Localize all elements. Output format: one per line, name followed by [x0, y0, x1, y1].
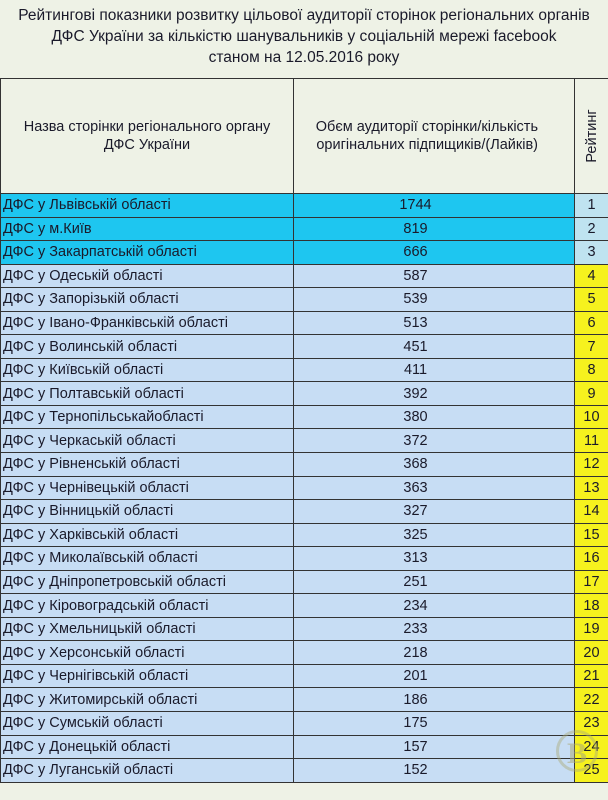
- row-rank: 8: [575, 358, 608, 382]
- table-row: [1, 735, 608, 759]
- row-rank: 10: [575, 405, 608, 429]
- row-value: 363: [294, 476, 575, 500]
- table-body: [1, 194, 608, 783]
- title-line-2: ДФС України за кількістю шанувальників у соціальній мережі facebook: [51, 28, 557, 45]
- row-rank: 4: [575, 264, 608, 288]
- table-row: [1, 594, 608, 618]
- row-rank: 1: [575, 194, 608, 218]
- row-value: 666: [294, 241, 575, 265]
- row-name: ДФС у Вінницькій області: [1, 500, 294, 524]
- row-name: ДФС у Рівненській області: [1, 453, 294, 477]
- row-value: 313: [294, 547, 575, 571]
- row-name: ДФС у Черкаській області: [1, 429, 294, 453]
- row-rank: 16: [575, 547, 608, 571]
- row-name: ДФС у Херсонській області: [1, 641, 294, 665]
- row-name: ДФС у Хмельницькій області: [1, 617, 294, 641]
- row-name: ДФС у Харківській області: [1, 523, 294, 547]
- table-row: [1, 547, 608, 571]
- row-name: ДФС у м.Київ: [1, 217, 294, 241]
- row-rank: 2: [575, 217, 608, 241]
- row-rank: 15: [575, 523, 608, 547]
- row-rank: 24: [575, 735, 608, 759]
- row-value: 218: [294, 641, 575, 665]
- row-name: ДФС у Київській області: [1, 358, 294, 382]
- row-rank: 14: [575, 500, 608, 524]
- row-name: ДФС у Тернопільськайобласті: [1, 405, 294, 429]
- table-row: [1, 641, 608, 665]
- table-row: [1, 453, 608, 477]
- row-rank: 11: [575, 429, 608, 453]
- table-row: [1, 358, 608, 382]
- row-rank: 20: [575, 641, 608, 665]
- row-value: 175: [294, 712, 575, 736]
- table-row: [1, 194, 608, 218]
- row-value: 157: [294, 735, 575, 759]
- header-name: Назва сторінки регіонального органу ДФС України: [1, 79, 294, 194]
- title-line-1: Рейтингові показники розвитку цільової аудиторії сторінок регіональних органів: [18, 7, 590, 24]
- row-value: 392: [294, 382, 575, 406]
- row-name: ДФС у Луганській області: [1, 759, 294, 783]
- row-value: 372: [294, 429, 575, 453]
- table-row: [1, 523, 608, 547]
- table-row: [1, 405, 608, 429]
- row-name: ДФС у Кіровоградській області: [1, 594, 294, 618]
- row-value: 186: [294, 688, 575, 712]
- row-rank: 25: [575, 759, 608, 783]
- row-name: ДФС у Полтавській області: [1, 382, 294, 406]
- header-rating: [575, 79, 608, 194]
- row-value: 1744: [294, 194, 575, 218]
- row-name: ДФС у Івано-Франківській області: [1, 311, 294, 335]
- row-name: ДФС у Донецькій області: [1, 735, 294, 759]
- row-value: 325: [294, 523, 575, 547]
- row-value: 251: [294, 570, 575, 594]
- table-row: [1, 264, 608, 288]
- table-row: [1, 217, 608, 241]
- row-rank: 23: [575, 712, 608, 736]
- row-name: ДФС у Сумській області: [1, 712, 294, 736]
- table-row: [1, 476, 608, 500]
- watermark-logo-icon: В: [556, 730, 598, 772]
- report-title: [0, 0, 608, 78]
- table-header-row: [1, 79, 608, 194]
- header-audience: Обєм аудиторії сторінки/кількість оригінальних підпищиків/(Лайків): [294, 79, 575, 194]
- table-row: [1, 688, 608, 712]
- table-row: [1, 759, 608, 783]
- row-value: 152: [294, 759, 575, 783]
- row-name: ДФС у Чернівецькій області: [1, 476, 294, 500]
- header-rating-label: Рейтинг: [583, 109, 600, 163]
- table-row: [1, 570, 608, 594]
- row-rank: 18: [575, 594, 608, 618]
- table-row: [1, 311, 608, 335]
- row-value: 380: [294, 405, 575, 429]
- table-row: [1, 617, 608, 641]
- title-line-3: станом на 12.05.2016 року: [208, 49, 400, 66]
- row-rank: 21: [575, 664, 608, 688]
- row-rank: 13: [575, 476, 608, 500]
- row-name: ДФС у Одеській області: [1, 264, 294, 288]
- row-rank: 17: [575, 570, 608, 594]
- row-value: 233: [294, 617, 575, 641]
- row-value: 327: [294, 500, 575, 524]
- row-name: ДФС у Волинській області: [1, 335, 294, 359]
- row-value: 819: [294, 217, 575, 241]
- row-name: ДФС у Закарпатській області: [1, 241, 294, 265]
- table-row: [1, 382, 608, 406]
- row-value: 368: [294, 453, 575, 477]
- table-row: [1, 664, 608, 688]
- table-row: [1, 500, 608, 524]
- row-value: 539: [294, 288, 575, 312]
- row-rank: 7: [575, 335, 608, 359]
- row-value: 451: [294, 335, 575, 359]
- row-rank: 9: [575, 382, 608, 406]
- row-name: ДФС у Запорізькій області: [1, 288, 294, 312]
- table-row: [1, 241, 608, 265]
- row-rank: 12: [575, 453, 608, 477]
- row-name: ДФС у Чернігівській області: [1, 664, 294, 688]
- row-name: ДФС у Житомирській області: [1, 688, 294, 712]
- row-value: 234: [294, 594, 575, 618]
- row-rank: 6: [575, 311, 608, 335]
- row-value: 201: [294, 664, 575, 688]
- table-row: [1, 429, 608, 453]
- row-value: 411: [294, 358, 575, 382]
- row-name: ДФС у Миколаївській області: [1, 547, 294, 571]
- row-rank: 3: [575, 241, 608, 265]
- row-value: 587: [294, 264, 575, 288]
- row-rank: 19: [575, 617, 608, 641]
- table-row: [1, 712, 608, 736]
- row-name: ДФС у Львівській області: [1, 194, 294, 218]
- row-name: ДФС у Дніпропетровській області: [1, 570, 294, 594]
- row-value: 513: [294, 311, 575, 335]
- row-rank: 22: [575, 688, 608, 712]
- row-rank: 5: [575, 288, 608, 312]
- table-row: [1, 288, 608, 312]
- rating-table: [0, 78, 608, 783]
- table-row: [1, 335, 608, 359]
